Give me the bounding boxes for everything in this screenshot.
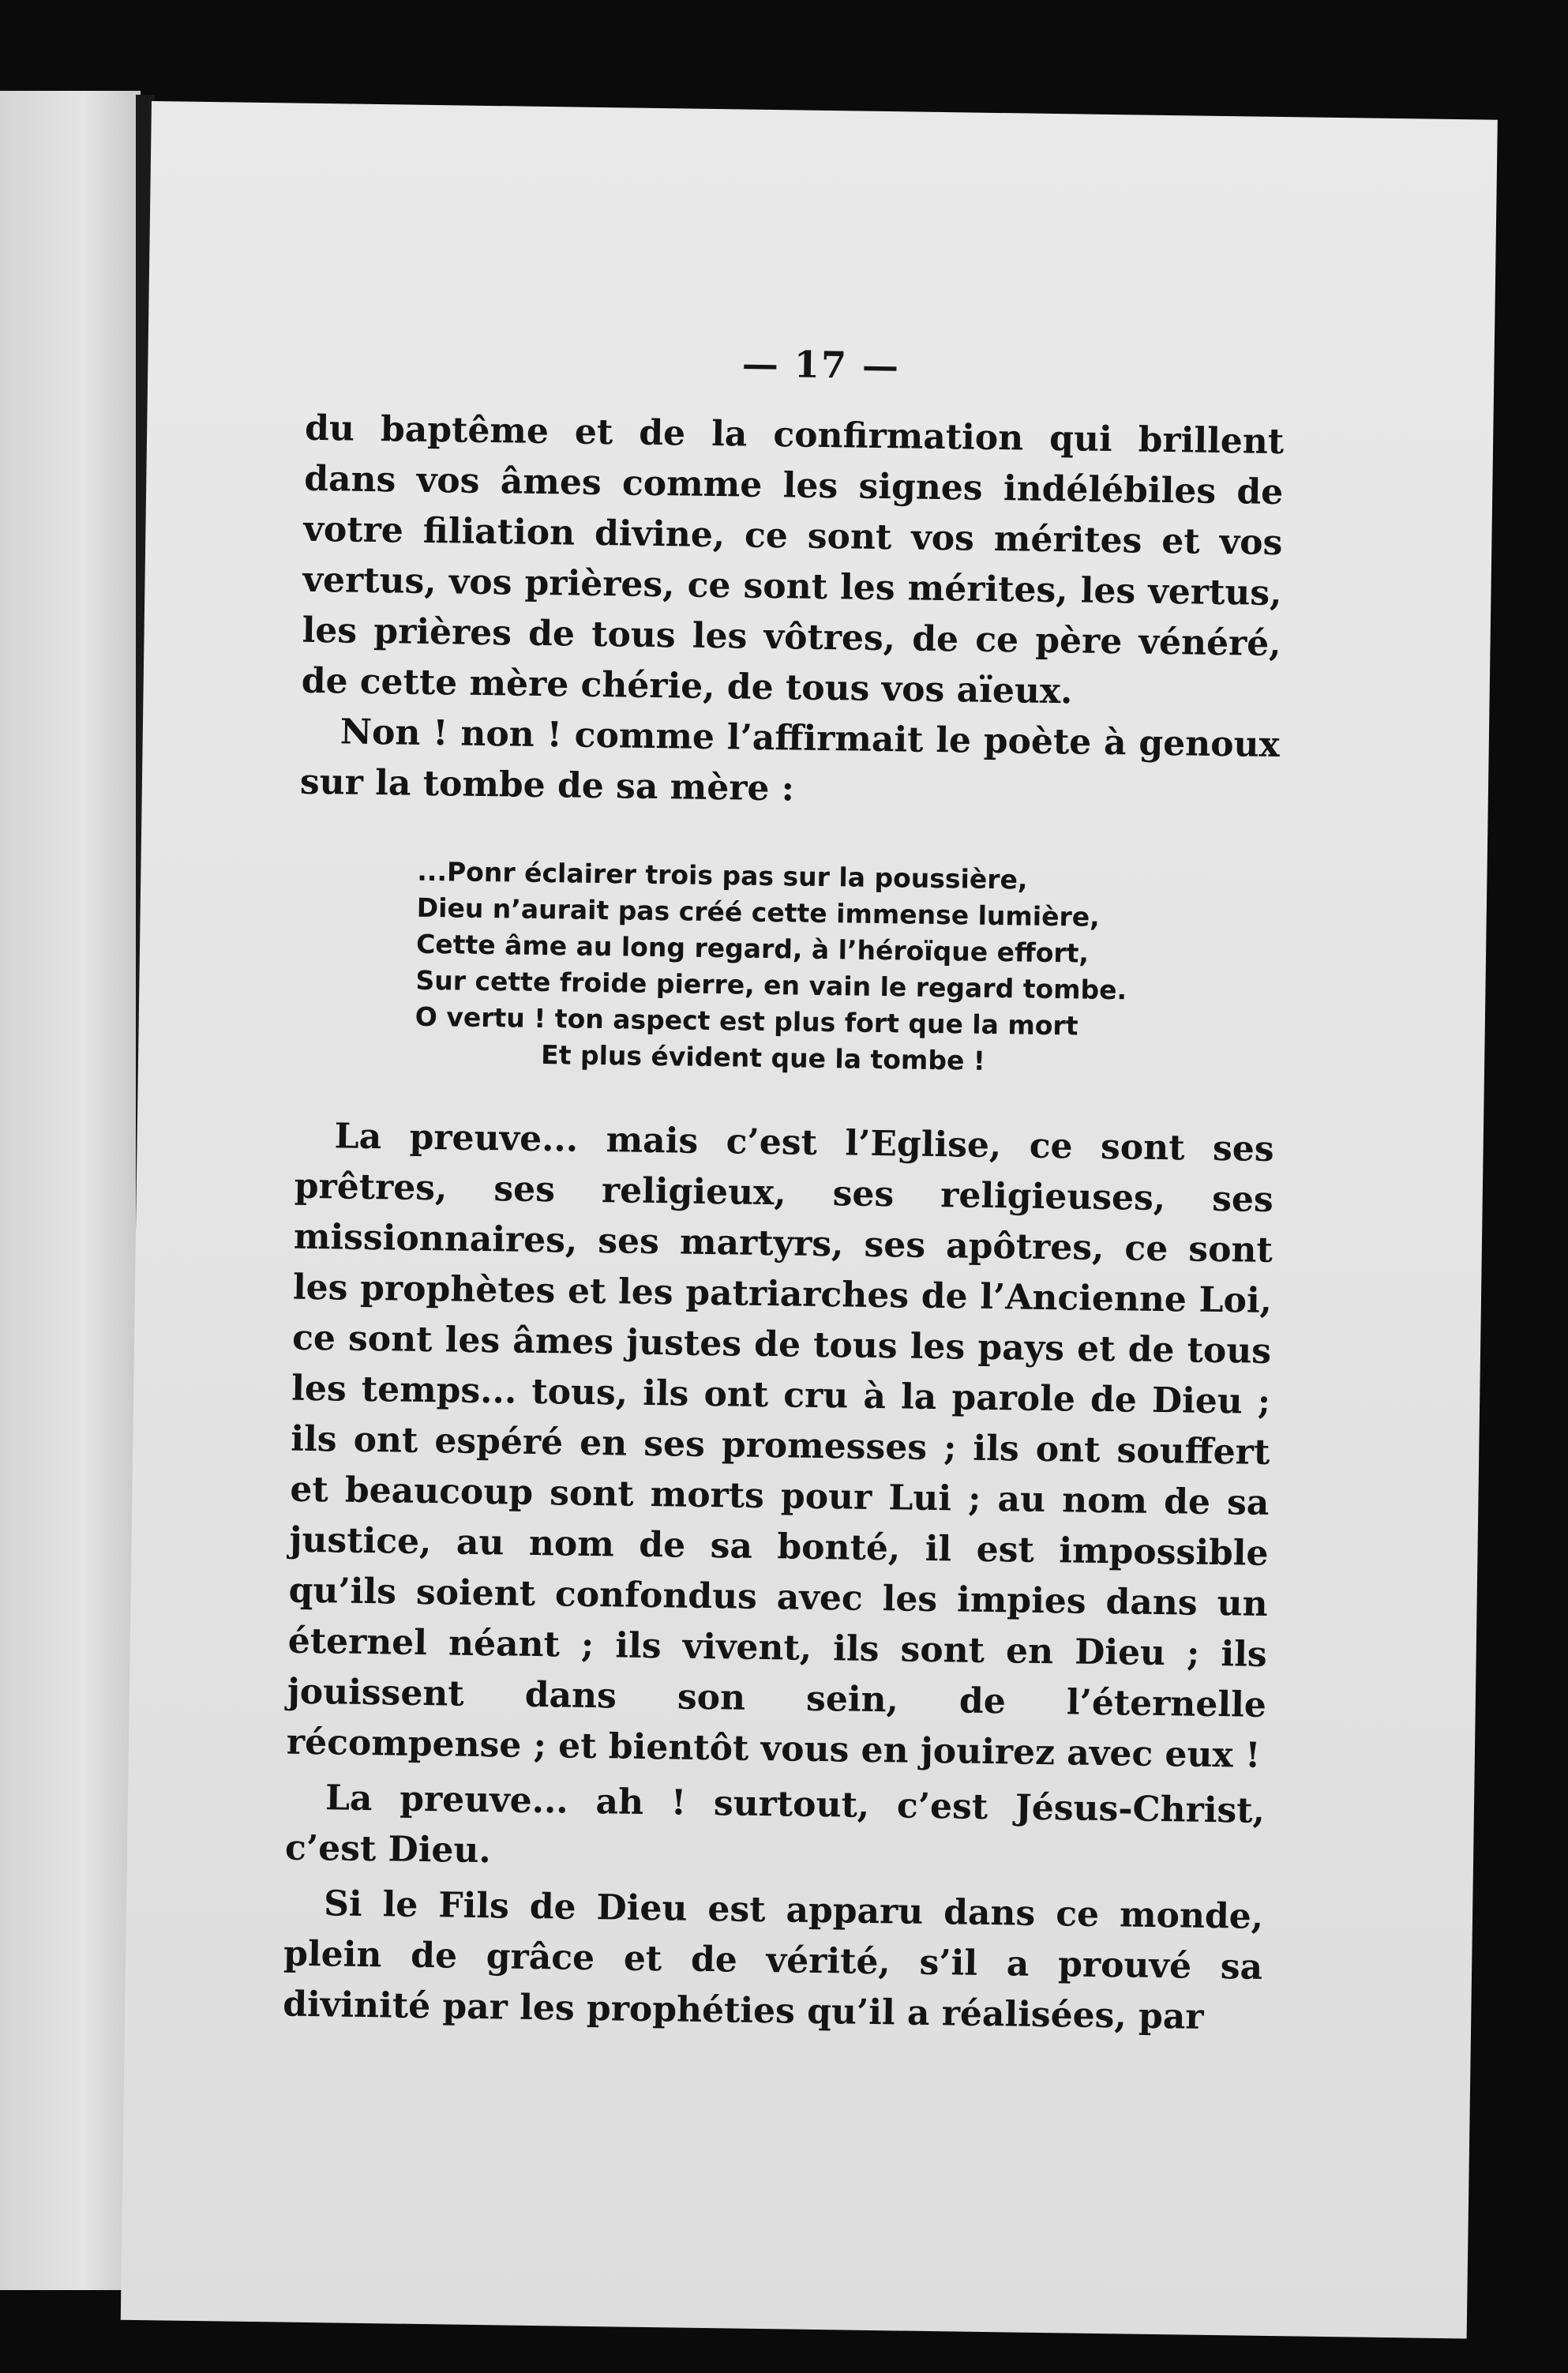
verse-line: Et plus évident que la tombe ! <box>540 1039 986 1076</box>
paragraph-jesus-proof: La preuve... ah ! surtout, c’est Jésus-Christ, c’est Dieu. <box>284 1778 1266 1872</box>
verse-line: Dieu n’aurait pas créé cette immense lumière, <box>416 892 1100 933</box>
page-number: — 17 — <box>741 342 901 388</box>
paragraph-church-proof: La preuve... mais c’est l’Eglise, ce sont ses prêtres, ses religieux, ses religieuses, ses missionnaires, ses martyrs, ses apôtres, ce sont les prophètes et les patriarches de l’Ancienne Loi, ce sont les âmes justes de tous les pays et de tous les temps... tous, ils ont cru à la parole de Dieu ; ils ont espéré en ses promesses ; ils ont souffert et beaucoup sont morts pour Lui ; au nom de sa justice, au nom de sa bonté, il est impossible qu’ils soient confondus avec les impies dans un éternel néant ; ils vivent, ils sont en Dieu ; ils jouissent dans son sein, de l’éternelle récompense ; et bientôt vous en jouirez avec eux ! <box>286 1116 1274 1776</box>
verse-line: O vertu ! ton aspect est plus fort que la mort <box>415 1001 1078 1042</box>
verse-line: Sur cette froide pierre, en vain le regard tombe. <box>415 964 1127 1006</box>
page-body <box>283 404 1285 2044</box>
paragraph-continuation: du baptême et de la confirmation qui brillent dans vos âmes comme les signes indélébiles de votre filiation divine, ce sont vos mérites et vos vertus, vos prières, ce sont les mérites, les vertus, les prières de tous les vôtres, de ce père vénéré, de cette mère chérie, de tous vos aïeux. <box>301 407 1285 712</box>
verse-line: ...Ponr éclairer trois pas sur la poussière, <box>417 855 1028 896</box>
right-page <box>121 101 1498 2339</box>
verse-line: Cette âme au long regard, à l’héroïque effort, <box>415 928 1090 969</box>
paragraph-son-of-god: Si le Fils de Dieu est apparu dans ce monde, plein de grâce et de vérité, s’il a prouvé sa divinité par les prophéties qu’il a réalisées, par <box>283 1883 1264 2037</box>
left-page-edge <box>0 91 141 2290</box>
paragraph-poet-intro: Non ! non ! comme l’affirmait le poète à genoux sur la tombe de sa mère : <box>299 712 1281 809</box>
verse-quotation <box>415 854 1278 1083</box>
